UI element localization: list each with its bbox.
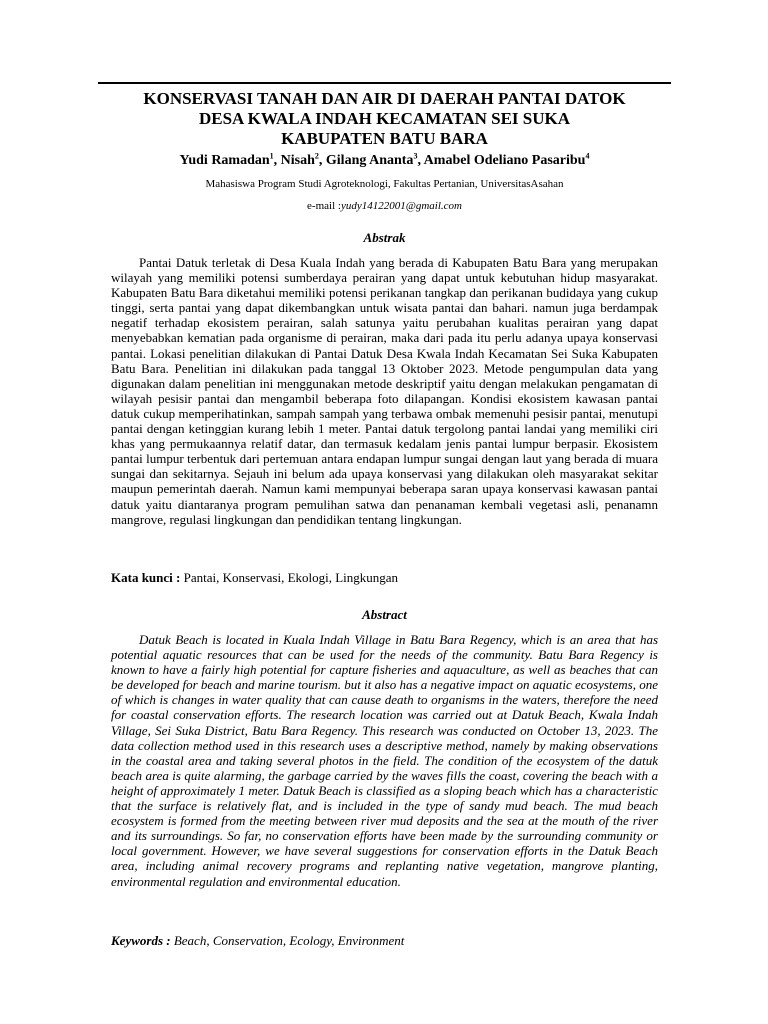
author-affiliation: Mahasiswa Program Studi Agroteknologi, Fakultas Pertanian, UniversitasAsahan [205, 178, 564, 190]
keywords-label: Keywords : [111, 933, 171, 948]
header-rule [98, 82, 671, 84]
author-name: Nisah [280, 153, 315, 168]
email-label: e-mail : [307, 200, 341, 212]
abstract-heading: Abstract [362, 607, 407, 622]
author-affiliation-number: 1 [269, 151, 274, 161]
author-name: Amabel Odeliano Pasaribu [423, 153, 586, 168]
contact-email [98, 199, 671, 213]
author-separator: , [417, 153, 424, 168]
author-list [98, 152, 671, 170]
email-address: yudy14122001@gmail.com [340, 200, 462, 212]
author-name: Gilang Ananta [325, 153, 414, 168]
keywords [111, 933, 658, 948]
author-affiliation-number: 4 [585, 151, 590, 161]
author-affiliation-number: 2 [314, 151, 319, 161]
abstract-body: Datuk Beach is located in Kuala Indah Village in Batu Bara Regency, which is an area that has potential aquatic resources that can be used for the needs of the community. Batu Bara Regency is known to have a fairly high potential for capture fisheries and aquaculture, as well as beaches that can be developed for beach and marine tourism. but it also has a negative impact on aquatic ecosystems, one of which is changes in water quality that can cause death to organisms in the waters, therefore the need for coastal conservation efforts. The research location was carried out at Datuk Beach, Kwala Indah Village, Sei Suka District, Batu Bara Regency. This research was conducted on October 13, 2023. The data collection method used in this research uses a descriptive method, namely by making observations in the coastal area and taking several photos in the field. The condition of the ecosystem of the datuk beach area is quite alarming, the garbage carried by the waves fills the coast, covering the beach with a height of approximately 1 meter. Datuk Beach is classified as a sloping beach which has a characteristic that the surface is relatively flat, and is included in the type of sandy mud beach. The mud beach ecosystem is formed from the meeting between river mud deposits and the sea at the mouth of the river and its surroundings. So far, no conservation efforts have been made by the surrounding community or local government. However, we have several suggestions for conservation efforts in the Datuk Beach area, including animal recovery programs and replanting native vegetation, mangrove planting, environmental regulation and environmental education. [111, 632, 658, 889]
author-separator: , [318, 153, 326, 168]
kata-kunci-values: Pantai, Konservasi, Ekologi, Lingkungan [180, 570, 399, 585]
author-name: Yudi Ramadan [179, 153, 270, 168]
paper-title: KONSERVASI TANAH DAN AIR DI DAERAH PANTAI DATOK DESA KWALA INDAH KECAMATAN SEI SUKA KABUPATEN BATU BARA [143, 89, 626, 148]
kata-kunci [111, 570, 658, 585]
abstrak-heading: Abstrak [363, 230, 406, 245]
author-separator: , [273, 153, 281, 168]
abstrak-body: Pantai Datuk terletak di Desa Kuala Indah yang berada di Kabupaten Batu Bara yang merupakan wilayah yang memiliki potensi sumberdaya perairan yang dapat untuk kebutuhan hidup masyarakat. Kabupaten Batu Bara diketahui memiliki potensi perikanan tangkap dan perikanan budidaya yang cukup tinggi, serta pantai yang dapat dikembangkan untuk wisata pantai dan bahari. namun juga berdampak negatif terhadap ekosistem perairan, salah satunya yaitu perubahan kualitas perairan yang dapat menyebabkan kematian pada organisme di perairan, maka dari pada itu perlu adanya upaya konservasi pantai. Lokasi penelitian dilakukan di Pantai Datuk Desa Kwala Indah Kecamatan Sei Suka Kabupaten Batu Bara. Penelitian ini dilakukan pada tanggal 13 Oktober 2023. Metode pengumpulan data yang digunakan dalam penelitian ini menggunakan metode deskriptif yaitu dengan melakukan pengamatan di wilayah pesisir pantai dan mengambil beberapa foto dilapangan. Kondisi ekosistem kawasan pantai datuk cukup memperihatinkan, sampah sampah yang terbawa ombak memenuhi pesisir pantai, menutupi pantai dengan ketinggian kurang lebih 1 meter. Pantai datuk tergolong pantai landai yang memiliki ciri khas yang permukaannya relatif datar, dan termasuk kedalam jenis pantai lumpur berpasir. Ekosistem pantai lumpur terbentuk dari pertemuan antara endapan lumpur sungai dengan laut yang berada di muara sungai dan sekitarnya. Sejauh ini belum ada upaya konservasi yang dilakukan oleh masyarakat sekitar maupun pemerintah daerah. Namun kami mempunyai beberapa saran upaya konservasi kawasan pantai datuk yaitu diantaranya program pemulihan satwa dan penanaman kembali vegetasi asli, penanamn mangrove, regulasi lingkungan dan pendidikan tentang lingkungan. [111, 255, 658, 527]
keywords-values: Beach, Conservation, Ecology, Environment [170, 933, 405, 948]
kata-kunci-label: Kata kunci : [111, 570, 181, 585]
author-affiliation-number: 3 [413, 151, 418, 161]
